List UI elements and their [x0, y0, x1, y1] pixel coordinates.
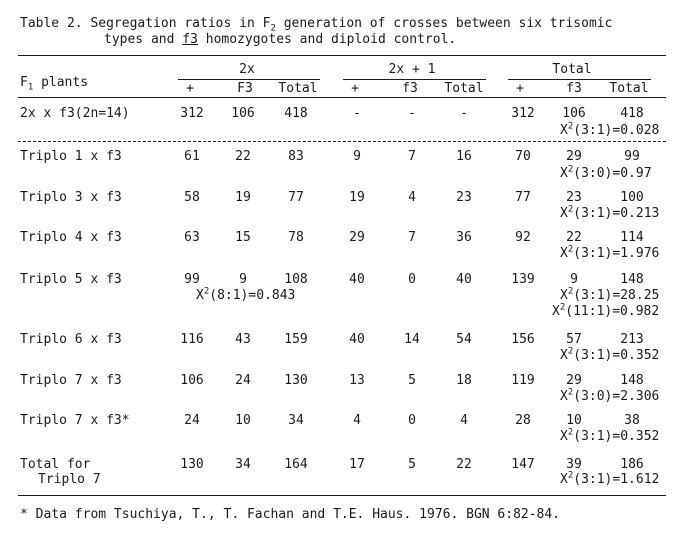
header-group-total: Total	[552, 62, 592, 77]
cell: 10	[566, 413, 582, 428]
table-caption-line-2: types and f3 homozygotes and diploid control.	[104, 32, 457, 47]
cell: 19	[349, 190, 365, 205]
cell: 28	[515, 413, 531, 428]
cell: 147	[511, 457, 535, 472]
cell: 130	[284, 373, 308, 388]
cell: 4	[353, 413, 361, 428]
group-rule-2x	[178, 79, 320, 80]
cell: 24	[235, 373, 251, 388]
cell: 14	[404, 332, 420, 347]
cell: 106	[180, 373, 204, 388]
cell: 9	[353, 149, 361, 164]
cell: 186	[620, 457, 644, 472]
cell: 36	[456, 230, 472, 245]
cell: 418	[284, 106, 308, 121]
cell: 43	[235, 332, 251, 347]
subcol-total-2x1: Total	[444, 81, 484, 96]
cell: 106	[231, 106, 255, 121]
cell: 19	[235, 190, 251, 205]
cell: 148	[620, 272, 644, 287]
cell: 83	[288, 149, 304, 164]
row-label: Total for	[20, 457, 91, 472]
cell: 61	[184, 149, 200, 164]
cell: 9	[239, 272, 247, 287]
cell: 22	[235, 149, 251, 164]
chi-square-total: $X^2(3:1)=0.028$	[560, 121, 660, 138]
cell: 40	[349, 332, 365, 347]
cell: 22	[456, 457, 472, 472]
cell: 16	[456, 149, 472, 164]
cell: 70	[515, 149, 531, 164]
row-label-continued: Triplo 7	[38, 472, 101, 487]
subcol-f3-total: f3	[566, 81, 582, 96]
cell: -	[460, 106, 468, 121]
cell: 77	[288, 190, 304, 205]
cell: 312	[180, 106, 204, 121]
cell: 29	[349, 230, 365, 245]
subcol-total-2x: Total	[278, 81, 318, 96]
cell: 130	[180, 457, 204, 472]
row-label: Triplo 7 x f3*	[20, 413, 130, 428]
cell: 119	[511, 373, 535, 388]
cell: 99	[184, 272, 200, 287]
row-label: Triplo 4 x f3	[20, 230, 122, 245]
cell: 18	[456, 373, 472, 388]
chi-square-total: $X^2(3:1)=1.976$	[560, 244, 660, 261]
header-f1-plants: $F_1$ plants	[20, 75, 89, 93]
subcol-plus-2x1: +	[351, 81, 359, 96]
row-label: Triplo 7 x f3	[20, 373, 122, 388]
table-caption-line-1: Table 2. Segregation ratios in $F_2$ generation of crosses between six trisomic	[20, 16, 613, 34]
chi-square-total: $X^2(3:1)=0.213$	[560, 204, 660, 221]
cell: 13	[349, 373, 365, 388]
cell: 92	[515, 230, 531, 245]
chi-square-total-alt: $X^2(11:1)=0.982$	[552, 302, 660, 319]
cell: 39	[566, 457, 582, 472]
bottom-rule	[18, 495, 666, 496]
cell: 63	[184, 230, 200, 245]
dashed-rule	[18, 141, 666, 142]
cell: 148	[620, 373, 644, 388]
row-label: Triplo 1 x f3	[20, 149, 122, 164]
row-label: 2x x f3(2n=14)	[20, 106, 130, 121]
cell: 22	[566, 230, 582, 245]
cell: 23	[566, 190, 582, 205]
cell: 77	[515, 190, 531, 205]
cell: 54	[456, 332, 472, 347]
chi-square-total: $X^2(3:1)=28.25$	[560, 286, 660, 303]
cell: 29	[566, 149, 582, 164]
cell: 34	[288, 413, 304, 428]
chi-square-total: $X^2(3:1)=0.352$	[560, 427, 660, 444]
cell: 4	[408, 190, 416, 205]
cell: 4	[460, 413, 468, 428]
subcol-f3-2x: F3	[237, 81, 253, 96]
cell: 116	[180, 332, 204, 347]
cell: 23	[456, 190, 472, 205]
footnote: * Data from Tsuchiya, T., T. Fachan and T.E. Haus. 1976. BGN 6:82-84.	[20, 507, 561, 522]
cell: 106	[562, 106, 586, 121]
cell: 7	[408, 230, 416, 245]
cell: 312	[511, 106, 535, 121]
cell: 40	[456, 272, 472, 287]
cell: 10	[235, 413, 251, 428]
cell: -	[408, 106, 416, 121]
cell: 29	[566, 373, 582, 388]
top-rule	[18, 55, 666, 56]
header-group-2x-plus-1: 2x + 1	[388, 62, 436, 77]
chi-square-2x: $X^2(8:1)=0.843$	[196, 286, 296, 303]
row-label: Triplo 3 x f3	[20, 190, 122, 205]
cell: 5	[408, 457, 416, 472]
cell: 7	[408, 149, 416, 164]
cell: 24	[184, 413, 200, 428]
cell: 99	[624, 149, 640, 164]
cell: 58	[184, 190, 200, 205]
cell: 34	[235, 457, 251, 472]
chi-square-total: $X^2(3:1)=1.612$	[560, 470, 660, 487]
header-group-2x: 2x	[239, 62, 255, 77]
row-label: Triplo 6 x f3	[20, 332, 122, 347]
cell: 5	[408, 373, 416, 388]
subcol-f3-2x1: f3	[402, 81, 418, 96]
cell: 156	[511, 332, 535, 347]
cell: 159	[284, 332, 308, 347]
header-rule	[18, 97, 666, 98]
cell: 38	[624, 413, 640, 428]
cell: 100	[620, 190, 644, 205]
cell: 78	[288, 230, 304, 245]
subcol-plus-total: +	[516, 81, 524, 96]
cell: -	[353, 106, 361, 121]
group-rule-2x-plus-1	[343, 79, 486, 80]
chi-square-total: $X^2(3:1)=0.352$	[560, 346, 660, 363]
cell: 418	[620, 106, 644, 121]
cell: 139	[511, 272, 535, 287]
cell: 57	[566, 332, 582, 347]
group-rule-total	[508, 79, 651, 80]
cell: 108	[284, 272, 308, 287]
row-label: Triplo 5 x f3	[20, 272, 122, 287]
cell: 40	[349, 272, 365, 287]
subcol-plus-2x: +	[186, 81, 194, 96]
cell: 0	[408, 413, 416, 428]
cell: 15	[235, 230, 251, 245]
cell: 164	[284, 457, 308, 472]
cell: 213	[620, 332, 644, 347]
chi-square-total: $X^2(3:0)=2.306$	[560, 387, 660, 404]
cell: 9	[570, 272, 578, 287]
cell: 17	[349, 457, 365, 472]
subcol-total-total: Total	[609, 81, 649, 96]
cell: 114	[620, 230, 644, 245]
cell: 0	[408, 272, 416, 287]
chi-square-total: $X^2(3:0)=0.97$	[560, 164, 652, 181]
